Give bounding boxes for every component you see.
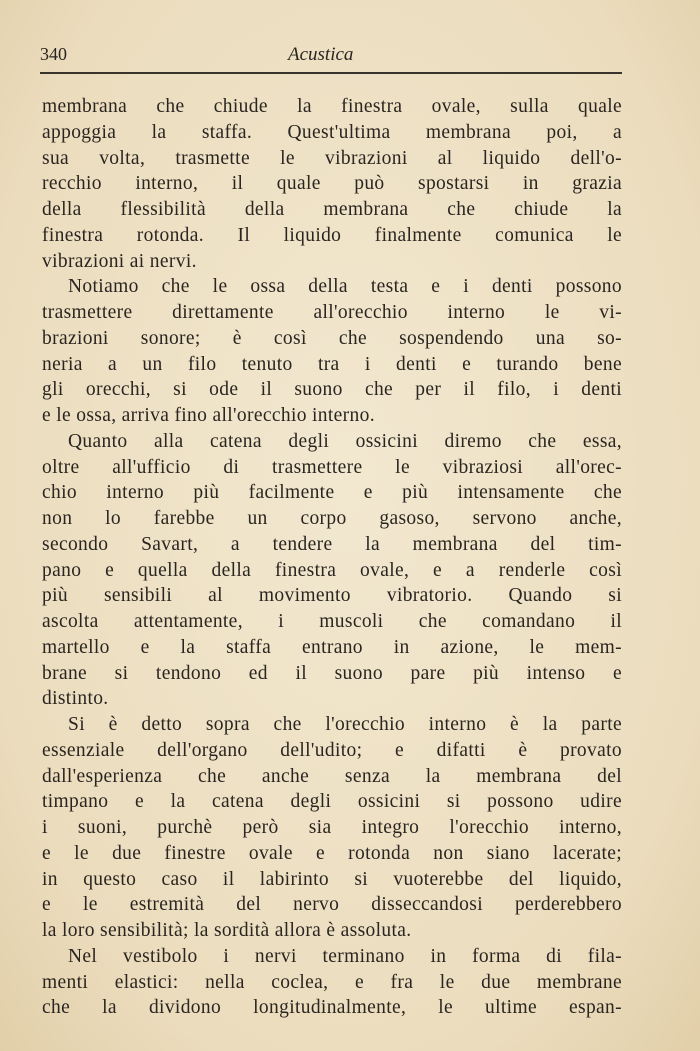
text-line: e le ossa, arriva fino all'orecchio interno.: [42, 405, 375, 426]
text-line: pano e quella della finestra ovale, e a renderle così: [42, 559, 622, 581]
text-line: oltre all'ufficio di trasmettere le vibraziosi all'orec-: [42, 456, 622, 478]
text-line: recchio interno, il quale può spostarsi in grazia: [42, 173, 622, 195]
running-title: Acustica: [288, 44, 354, 65]
text-line: ascolta attentamente, i muscoli che comandano il: [42, 611, 622, 632]
text-line: secondo Savart, a tendere la membrana del tim-: [42, 533, 622, 555]
text-line: in questo caso il labirinto si vuoterebbe del liquido,: [42, 868, 622, 890]
text-line: timpano e la catena degli ossicini si possono udire: [42, 791, 622, 813]
text-line: trasmettere direttamente all'orecchio interno le vi-: [42, 302, 622, 323]
text-line: finestra rotonda. Il liquido finalmente comunica le: [42, 224, 622, 246]
text-line: i suoni, purchè però sia integro l'orecchio interno,: [42, 817, 622, 838]
text-line: brazioni sonore; è così che sospendendo una so-: [42, 327, 622, 349]
header-rule: [40, 72, 622, 74]
text-line: della flessibilità della membrana che chiude la: [42, 199, 622, 220]
text-line: e le due finestre ovale e rotonda non siano lacerate;: [42, 842, 622, 864]
text-line: gli orecchi, si ode il suono che per il filo, i denti: [42, 379, 622, 401]
text-line: martello e la staffa entrano in azione, le mem-: [42, 636, 622, 658]
text-line: Si è detto sopra che l'orecchio interno è la parte: [68, 714, 622, 735]
text-line: non lo farebbe un corpo gasoso, servono anche,: [42, 508, 622, 529]
text-line: vibrazioni ai nervi.: [42, 250, 197, 272]
text-line: e le estremità del nervo disseccandosi perderebbero: [42, 894, 622, 916]
text-line: brane si tendono ed il suono pare più intenso e: [42, 662, 622, 684]
text-line: Quanto alla catena degli ossicini diremo che essa,: [68, 430, 622, 452]
text-line: menti elastici: nella coclea, e fra le due membrane: [42, 971, 622, 993]
text-line: appoggia la staffa. Quest'ultima membrana poi, a: [42, 121, 622, 143]
text-line: che la dividono longitudinalmente, le ultime espan-: [42, 997, 622, 1019]
text-line: essenziale dell'organo dell'udito; e difatti è provato: [42, 739, 622, 761]
running-header: [40, 44, 620, 70]
text-line: neria a un filo tenuto tra i denti e turando bene: [42, 353, 622, 375]
text-line: dall'esperienza che anche senza la membrana del: [42, 765, 622, 787]
text-line: sua volta, trasmette le vibrazioni al liquido dell'o-: [42, 147, 622, 169]
text-line: distinto.: [42, 688, 109, 710]
text-line: Nel vestibolo i nervi terminano in forma di fila-: [68, 945, 622, 967]
text-line: membrana che chiude la finestra ovale, sulla quale: [42, 96, 622, 117]
text-line: Notiamo che le ossa della testa e i denti possono: [68, 276, 622, 298]
text-line: più sensibili al movimento vibratorio. Quando si: [42, 585, 622, 607]
page-number: 340: [40, 44, 67, 64]
text-line: chio interno più facilmente e più intensamente che: [42, 482, 622, 504]
body-text: [42, 94, 622, 1021]
text-line: la loro sensibilità; la sordità allora è assoluta.: [42, 920, 412, 941]
